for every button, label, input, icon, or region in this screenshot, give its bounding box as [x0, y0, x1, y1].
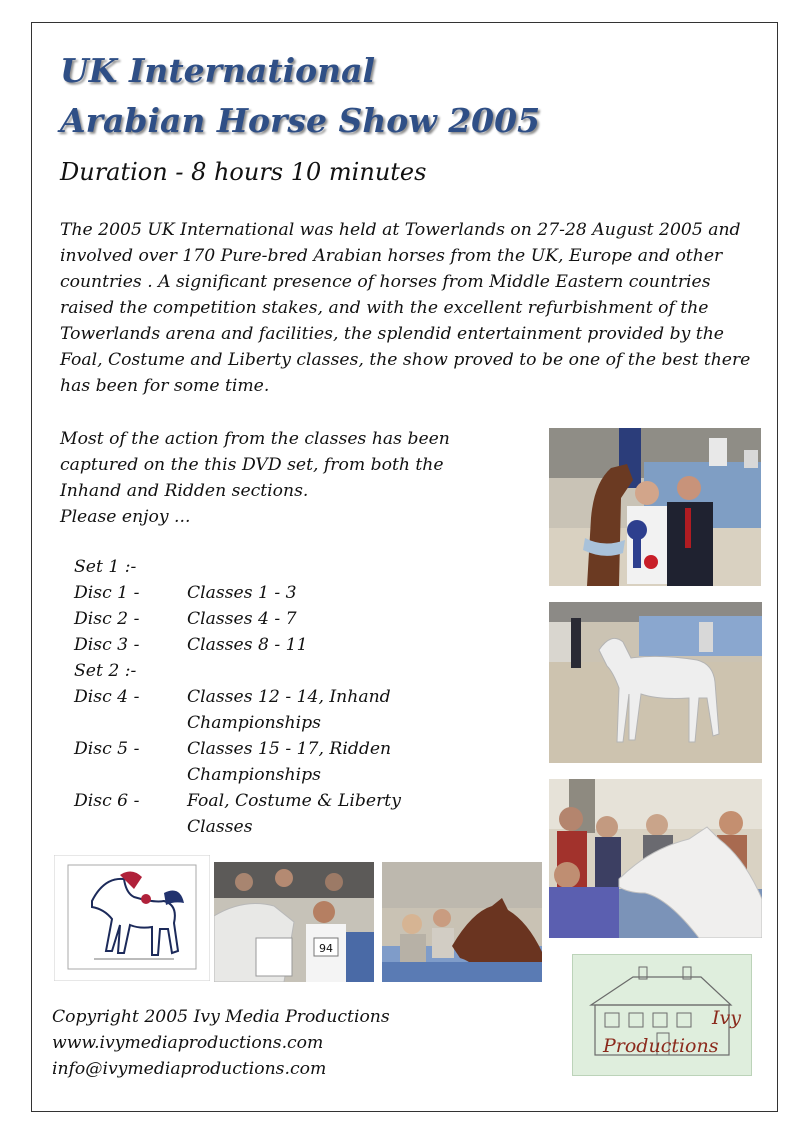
logo-word-ivy: Ivy: [712, 1007, 741, 1029]
set-1-heading: Set 1 :-: [74, 557, 137, 577]
horse-drawing-logo: [54, 855, 210, 981]
title-line-1: UK International: [60, 51, 376, 90]
copyright-text: Copyright 2005 Ivy Media Productions: [52, 1007, 390, 1027]
disc-row: [74, 632, 467, 658]
duration-text: Duration - 8 hours 10 minutes: [60, 158, 427, 186]
disc-list: [74, 554, 467, 840]
photo-grey-horse-arena: [549, 602, 762, 763]
disc-classes-line: Championships: [187, 765, 321, 785]
photo-handler-94: [214, 862, 374, 982]
disc-classes: [187, 684, 467, 736]
disc-row: [74, 606, 467, 632]
title-line-2: Arabian Horse Show 2005: [60, 101, 541, 140]
set-2-heading: Set 2 :-: [74, 661, 137, 681]
disc-row: [74, 580, 467, 606]
ivy-productions-logo: [572, 954, 752, 1076]
disc-classes-line: Classes 12 - 14, Inhand: [187, 687, 391, 707]
disc-label: Disc 5 -: [74, 739, 140, 759]
disc-row: [74, 788, 467, 840]
email-link[interactable]: info@ivymediaproductions.com: [52, 1059, 327, 1079]
intro-line: captured on the this DVD set, from both the: [60, 455, 444, 475]
footer-credits: [52, 1004, 390, 1082]
page-title: [60, 46, 540, 146]
handler-number: 94: [319, 942, 333, 955]
photo-presentation: [549, 428, 761, 586]
intro-line: Most of the action from the classes has been: [60, 429, 450, 449]
disc-classes-line: Championships: [187, 713, 321, 733]
disc-row: [74, 684, 467, 736]
disc-classes: Classes 8 - 11: [187, 635, 308, 655]
logo-word-productions: Productions: [603, 1035, 719, 1057]
description: [60, 217, 765, 399]
disc-classes: [187, 736, 467, 788]
photo-grey-horse-closeup: [549, 779, 762, 938]
intro-line: Inhand and Ridden sections.: [60, 481, 309, 501]
disc-classes-line: Classes: [187, 817, 253, 837]
disc-label: Disc 6 -: [74, 791, 140, 811]
disc-classes-line: Classes 15 - 17, Ridden: [187, 739, 392, 759]
intro-line: Please enjoy ...: [60, 507, 191, 527]
disc-label: Disc 4 -: [74, 687, 140, 707]
disc-classes: Classes 4 - 7: [187, 609, 297, 629]
disc-classes: Classes 1 - 3: [187, 583, 297, 603]
intro-text: [60, 426, 540, 530]
description-paragraph: The 2005 UK International was held at Towerlands on 27-28 August 2005 and involved over 170 Pure-bred Arabian horses from the UK, Europe and other countries . A significant presence of horses from Middle Eastern countries raised the competition stakes, and with the excellent refurbishment of the Towerlands arena and facilities, the splendid entertainment provided by the Foal, Costume and Liberty classes, the show proved to be one of the best there has been for some time.: [60, 220, 751, 396]
disc-label: Disc 3 -: [74, 635, 140, 655]
website-link[interactable]: www.ivymediaproductions.com: [52, 1033, 324, 1053]
disc-label: Disc 2 -: [74, 609, 140, 629]
disc-classes-line: Foal, Costume & Liberty: [187, 791, 401, 811]
disc-classes: [187, 788, 467, 840]
photo-bay-horse-spectators: [382, 862, 542, 982]
disc-label: Disc 1 -: [74, 583, 140, 603]
disc-row: [74, 736, 467, 788]
